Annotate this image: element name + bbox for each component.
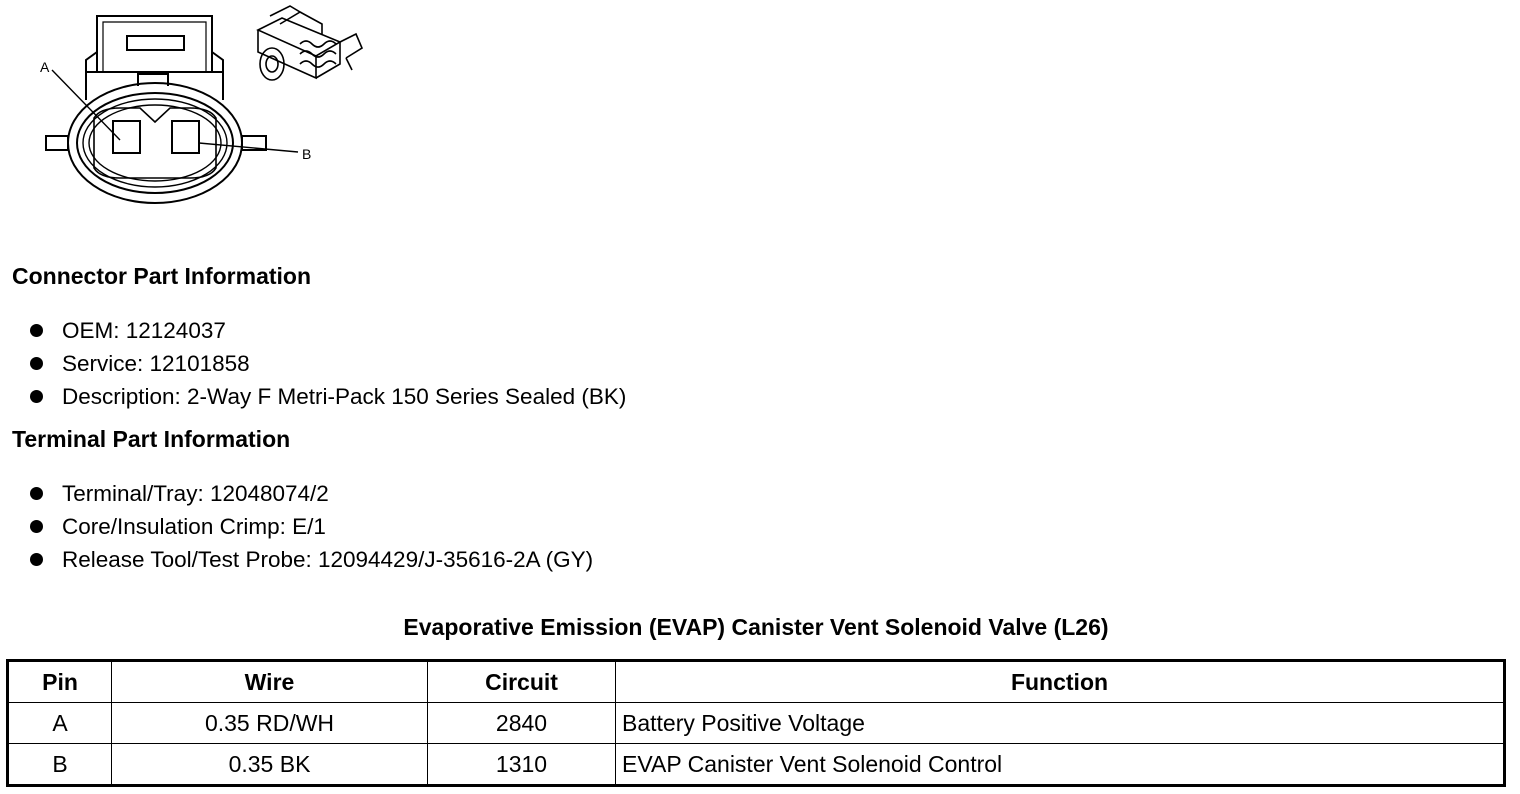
callout-a: A (40, 59, 50, 75)
column-header-function: Function (616, 661, 1505, 703)
list-item-text: Terminal/Tray: 12048074/2 (62, 481, 329, 506)
list-item (30, 380, 626, 413)
terminal-info-list (30, 477, 593, 576)
table-row (8, 744, 1505, 786)
column-header-wire: Wire (112, 661, 428, 703)
cell-pin: A (8, 703, 112, 744)
connector-info-heading: Connector Part Information (12, 263, 312, 289)
bullet-icon (30, 390, 43, 403)
list-item-text: Release Tool/Test Probe: 12094429/J-35616-2A (GY) (62, 547, 594, 572)
table-title: Evaporative Emission (EVAP) Canister Vent Solenoid Valve (L26) (403, 614, 1109, 640)
cell-circuit: 2840 (428, 703, 616, 744)
cell-function: Battery Positive Voltage (616, 703, 1505, 744)
terminal-b (172, 121, 199, 153)
terminal-info-heading: Terminal Part Information (12, 426, 291, 452)
pin-table (6, 659, 1506, 787)
cell-wire: 0.35 BK (112, 744, 428, 786)
connector-latch (97, 16, 212, 72)
bullet-icon (30, 553, 43, 566)
cell-wire: 0.35 RD/WH (112, 703, 428, 744)
callout-b: B (302, 146, 312, 162)
column-header-circuit: Circuit (428, 661, 616, 703)
left-tab (46, 136, 68, 150)
connector-info-list (30, 314, 626, 413)
list-item-text: OEM: 12124037 (62, 318, 226, 343)
connector-diagram (0, 0, 380, 240)
bullet-icon (30, 487, 43, 500)
column-header-pin: Pin (8, 661, 112, 703)
list-item-text: Core/Insulation Crimp: E/1 (62, 514, 326, 539)
bullet-icon (30, 520, 43, 533)
list-item (30, 347, 626, 380)
cell-circuit: 1310 (428, 744, 616, 786)
cell-pin: B (8, 744, 112, 786)
latch-window (127, 36, 184, 50)
list-item (30, 510, 593, 543)
connector-isometric-view (258, 6, 362, 80)
list-item-text: Description: 2-Way F Metri-Pack 150 Series Sealed (BK) (62, 384, 627, 409)
table-header-row (8, 661, 1505, 703)
cell-function: EVAP Canister Vent Solenoid Control (616, 744, 1505, 786)
bullet-icon (30, 357, 43, 370)
table-row (8, 703, 1505, 744)
list-item-text: Service: 12101858 (62, 351, 250, 376)
bullet-icon (30, 324, 43, 337)
list-item (30, 477, 593, 510)
list-item (30, 314, 626, 347)
list-item (30, 543, 593, 576)
